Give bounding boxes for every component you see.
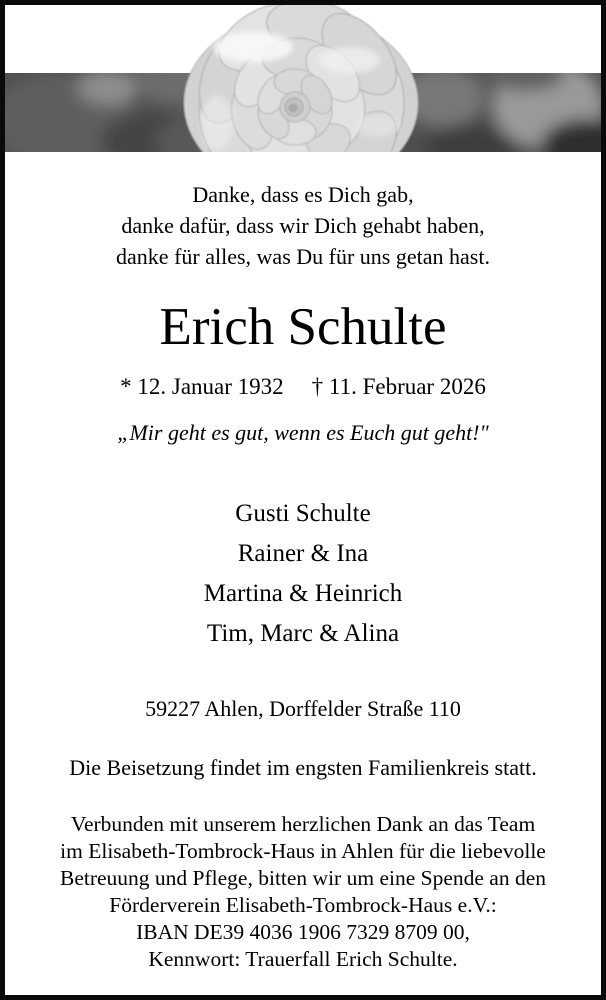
mourners-list bbox=[5, 494, 601, 654]
obituary-content bbox=[5, 179, 601, 973]
donation-line: Betreuung und Pflege, bitten wir um eine Spende an den bbox=[59, 866, 547, 890]
donation-line: im Elisabeth-Tombrock-Haus in Ahlen für die liebevolle bbox=[60, 839, 546, 863]
donation-line: Verbunden mit unserem herzlichen Dank an das Team bbox=[70, 812, 536, 836]
rose-photo bbox=[5, 5, 601, 152]
mourner-name: Gusti Schulte bbox=[235, 500, 371, 527]
mourner-name: Rainer & Ina bbox=[237, 540, 369, 567]
funeral-note: Die Beisetzung findet im engsten Familienkreis statt. bbox=[69, 755, 537, 780]
donation-text bbox=[5, 811, 601, 973]
thanks-line: danke dafür, dass wir Dich gehabt haben, bbox=[121, 213, 485, 238]
birth-date: * 12. Januar 1932 bbox=[120, 374, 284, 399]
donation-line: Kennwort: Trauerfall Erich Schulte. bbox=[148, 947, 458, 971]
thanks-line: danke für alles, was Du für uns getan hast. bbox=[116, 244, 490, 269]
death-date: † 11. Februar 2026 bbox=[311, 374, 486, 399]
thanks-text bbox=[5, 179, 601, 272]
life-dates bbox=[5, 372, 601, 402]
mourner-name: Martina & Heinrich bbox=[203, 580, 403, 607]
deceased-name: Erich Schulte bbox=[159, 298, 447, 356]
address: 59227 Ahlen, Dorffelder Straße 110 bbox=[145, 696, 461, 721]
quote: „Mir geht es gut, wenn es Euch gut geht!" bbox=[117, 420, 489, 445]
donation-line: Förderverein Elisabeth-Tombrock-Haus e.V.: bbox=[109, 893, 497, 917]
thanks-line: Danke, dass es Dich gab, bbox=[192, 182, 414, 207]
donation-line: IBAN DE39 4036 1906 7329 8709 00, bbox=[136, 920, 470, 944]
mourner-name: Tim, Marc & Alina bbox=[206, 620, 400, 647]
